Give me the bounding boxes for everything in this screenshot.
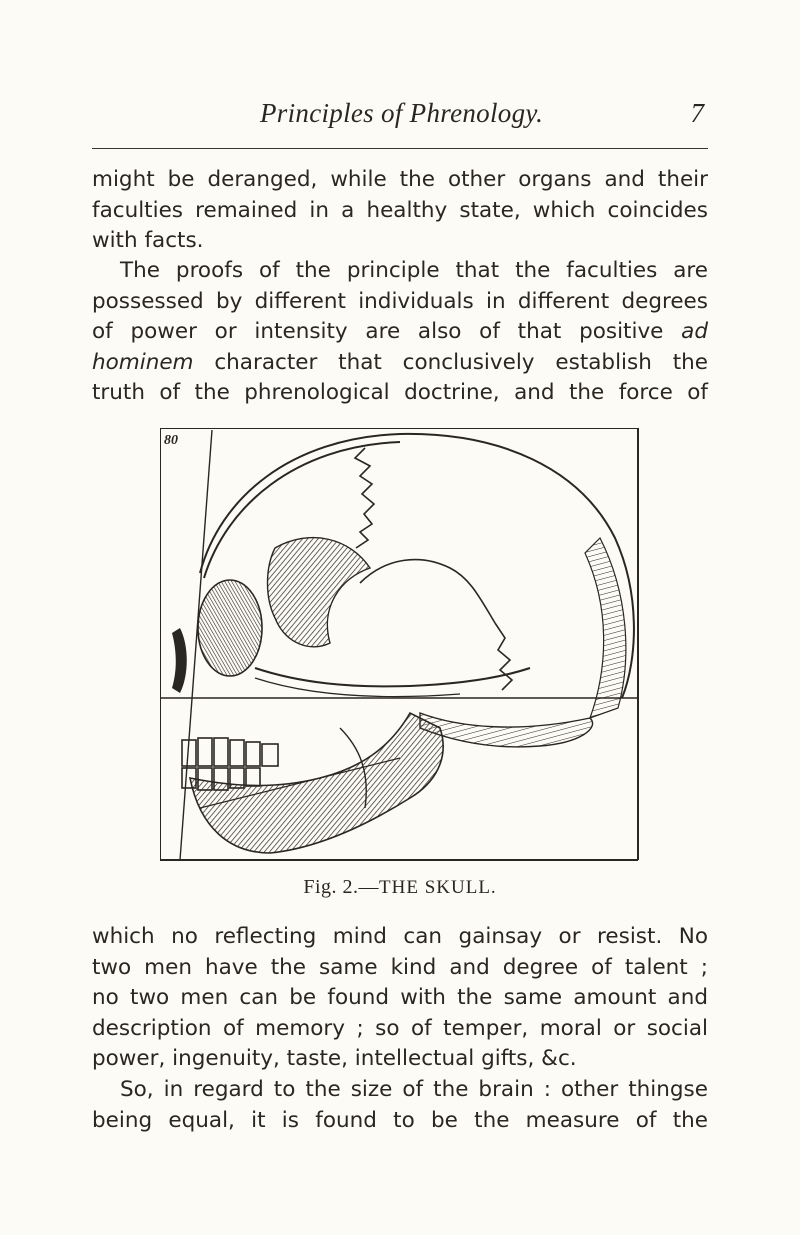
text-line: two men have the same kind and degree of talent ; <box>92 954 708 980</box>
skull-base <box>420 713 593 747</box>
text-line <box>92 348 708 379</box>
text-line: with facts. <box>92 228 204 253</box>
text-line: The proofs of the principle that the faculties are <box>120 258 708 283</box>
paragraph-continuation <box>92 165 708 257</box>
paragraph-proofs <box>92 256 708 409</box>
occipital-shading <box>585 538 626 718</box>
paragraph-brain-size <box>92 1075 708 1136</box>
teeth <box>182 738 278 790</box>
page-number: 7 <box>690 98 704 128</box>
text-line: no two men can be found with the same amount and <box>92 985 708 1010</box>
cranium <box>200 434 634 698</box>
text-line: which no reflecting mind can gainsay or resist. No <box>92 924 708 949</box>
text-line: truth of the phrenological doctrine, and the force of <box>92 380 708 405</box>
running-title: Principles of Phrenology. <box>260 98 544 128</box>
figure-caption <box>0 876 800 899</box>
paragraph-talents <box>92 922 708 1075</box>
text-line <box>92 317 708 348</box>
caption-title: THE SKULL. <box>379 877 497 898</box>
text-line: faculties remained in a healthy state, which coincides <box>92 197 708 223</box>
caption-prefix: Fig. 2. <box>303 876 359 898</box>
text-line: power, ingenuity, taste, intellectual gifts, &c. <box>92 1046 577 1071</box>
text-line: being equal, it is found to be the measure of the <box>92 1107 708 1133</box>
latin-phrase: hominem <box>92 349 194 375</box>
text-line-part: of power or intensity are also of that positive <box>92 319 664 344</box>
text-line-part: character that conclusively establish the <box>214 349 708 375</box>
lambdoid-suture <box>495 623 512 690</box>
text-line: So, in regard to the size of the brain : other thingse <box>120 1077 708 1102</box>
text-line: description of memory ; so of temper, moral or social <box>92 1015 708 1041</box>
text-line: might be deranged, while the other organs and their <box>92 167 708 192</box>
skull-illustration <box>160 428 640 866</box>
header-rule <box>92 148 708 149</box>
nasal-aperture <box>172 628 187 693</box>
caption-dash: — <box>358 876 380 898</box>
running-head <box>92 98 708 138</box>
text-line: possessed by different individuals in different degrees <box>92 288 708 314</box>
latin-phrase: ad <box>681 319 708 344</box>
angle-label: 80 <box>164 433 178 448</box>
orbit <box>198 580 262 676</box>
coronal-suture <box>355 448 374 548</box>
squamosal-suture <box>360 560 495 623</box>
temporal-shading <box>268 538 371 647</box>
zygomatic-arch <box>255 668 530 686</box>
